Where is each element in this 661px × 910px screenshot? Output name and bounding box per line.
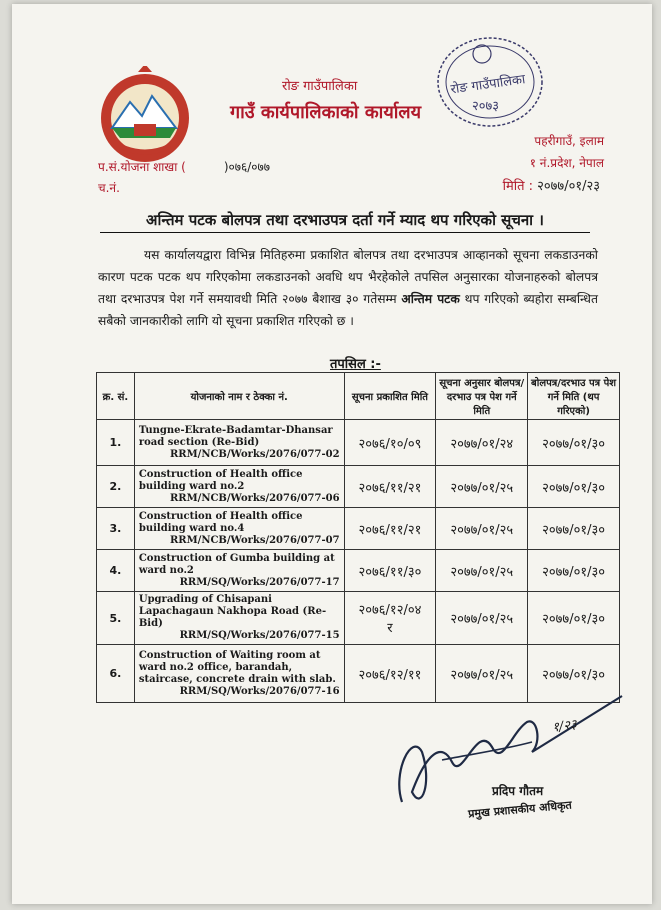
row-original: २०७७/०१/२५ — [436, 645, 528, 703]
notice-title: अन्तिम पटक बोलपत्र तथा दरभाउपत्र दर्ता गर्ने म्याद थप गरिएको सूचना । — [100, 210, 590, 233]
row-serial: 1. — [97, 420, 135, 466]
contract-code: RRM/SQ/Works/2076/077-16 — [179, 685, 340, 697]
address-line1: पहरीगाउँ, इलाम — [534, 134, 604, 148]
row-project — [134, 550, 344, 592]
issue-date — [503, 176, 600, 194]
header-serial: क्र. सं. — [97, 373, 135, 420]
reference-number — [98, 158, 270, 175]
row-project — [134, 592, 344, 645]
signatory-name: प्रदिप गौतम — [492, 784, 544, 798]
row-project — [134, 466, 344, 508]
body-part1: यस कार्यालयद्वारा विभिन्न मितिहरुमा प्रकाशित बोलपत्र तथा दरभाउपत्र आव्हानको सूचना लकडाउनको कारण पटक पटक थप गरिएकोमा लकडाउनको अवधि थप भैरहेकोले तपसिल अनुसारका योजनाहरुको बोलपत्र तथा दरभाउपत्र पेश गर्ने समयावधी मिति २०७७ बैशाख ३० गतेसम्म — [98, 248, 598, 306]
stamp-year: २०७३ — [472, 99, 500, 114]
row-serial: 3. — [97, 508, 135, 550]
row-original: २०७७/०१/२५ — [436, 550, 528, 592]
table-row — [97, 550, 620, 592]
municipality-name: रोङ गाउँपालिका — [282, 79, 358, 94]
row-extended: २०७७/०१/३० — [528, 550, 620, 592]
table-row — [97, 592, 620, 645]
row-original: २०७७/०१/२५ — [436, 592, 528, 645]
stamp-text: रोङ गाउँपालिका — [449, 72, 527, 98]
table-header-row — [97, 373, 620, 420]
schedule-label: तपसिल :- — [330, 357, 381, 372]
header-extended-deadline: बोलपत्र/दरभाउ पत्र पेश गर्ने मिति (थप गरिएको) — [528, 373, 620, 420]
header-original-deadline: सूचना अनुसार बोलपत्र/दरभाउ पत्र पेश गर्ने मिति — [436, 373, 528, 420]
office-name: गाउँ कार्यपालिकाको कार्यालय — [230, 102, 422, 123]
row-extended: २०७७/०१/३० — [528, 645, 620, 703]
row-published — [344, 592, 436, 645]
contract-code: RRM/SQ/Works/2076/077-17 — [179, 576, 340, 588]
row-published: २०७६/१२/११ — [344, 645, 436, 703]
ref-value: )०७६/०७७ — [223, 160, 270, 174]
row-published: २०७६/११/२१ — [344, 508, 436, 550]
ref-label: प.सं.योजना शाखा ( — [98, 160, 186, 174]
published-date: २०७६/१२/०४ — [358, 603, 422, 618]
contract-code: RRM/NCB/Works/2076/077-02 — [169, 448, 340, 460]
row-extended: २०७७/०१/३० — [528, 420, 620, 466]
row-project — [134, 645, 344, 703]
project-name: Upgrading of Chisapani Lapachagaun Nakhopa Road (Re-Bid) — [138, 594, 327, 629]
project-name: Construction of Health office building ward no.4 — [138, 510, 303, 534]
project-name: Tungne-Ekrate-Badamtar-Dhansar road section (Re-Bid) — [138, 424, 333, 448]
row-published: २०७६/११/३० — [344, 550, 436, 592]
row-project — [134, 420, 344, 466]
office-stamp — [432, 32, 547, 132]
date-label: मिति : — [502, 179, 534, 194]
row-serial: 6. — [97, 645, 135, 703]
table-row — [97, 508, 620, 550]
body-emphasis: अन्तिम पटक — [401, 292, 460, 306]
table-row — [97, 466, 620, 508]
row-original: २०७७/०१/२५ — [436, 508, 528, 550]
contract-code: RRM/NCB/Works/2076/077-06 — [169, 492, 340, 504]
row-published: २०७६/११/२१ — [344, 466, 436, 508]
dispatch-number: च.नं. — [98, 181, 120, 195]
row-original: २०७७/०१/२५ — [436, 466, 528, 508]
date-value: २०७७/०१/२३ — [537, 179, 600, 194]
project-name: Construction of Waiting room at ward no.2 office, barandah, staircase, concrete drain with slab. — [138, 649, 336, 685]
row-extended: २०७७/०१/३० — [528, 592, 620, 645]
row-project — [134, 508, 344, 550]
row-extended: २०७७/०१/३० — [528, 508, 620, 550]
signature-date: १/२३ — [551, 717, 578, 736]
contract-code: RRM/NCB/Works/2076/077-07 — [169, 534, 340, 546]
row-published: २०७६/१०/०९ — [344, 420, 436, 466]
tender-table — [96, 372, 620, 703]
row-serial: 4. — [97, 550, 135, 592]
address-line2: १ नं.प्रदेश, नेपाल — [529, 156, 604, 170]
notice-body — [98, 244, 598, 332]
row-original: २०७७/०१/२४ — [436, 420, 528, 466]
contract-code: RRM/SQ/Works/2076/077-15 — [179, 630, 340, 641]
nepal-emblem-icon — [90, 66, 200, 166]
row-serial: 2. — [97, 466, 135, 508]
document-sheet — [12, 4, 652, 904]
header-project: योजनाको नाम र ठेक्का नं. — [134, 373, 344, 420]
row-extended: २०७७/०१/३० — [528, 466, 620, 508]
signatory-title: प्रमुख प्रशासकीय अधिकृत — [467, 798, 573, 821]
published-conjunction: र — [387, 621, 393, 636]
project-name: Construction of Health office building ward no.2 — [138, 468, 303, 492]
table-row — [97, 420, 620, 466]
project-name: Construction of Gumba building at ward no.2 — [138, 552, 335, 576]
body-part2: थप गरिएको ब्यहोरा सम्बन्धित सबैको जानकारीको लागि यो सूचना प्रकाशित गरिएको छ । — [98, 292, 598, 328]
header-published: सूचना प्रकाशित मिति — [344, 373, 436, 420]
row-serial: 5. — [97, 592, 135, 645]
